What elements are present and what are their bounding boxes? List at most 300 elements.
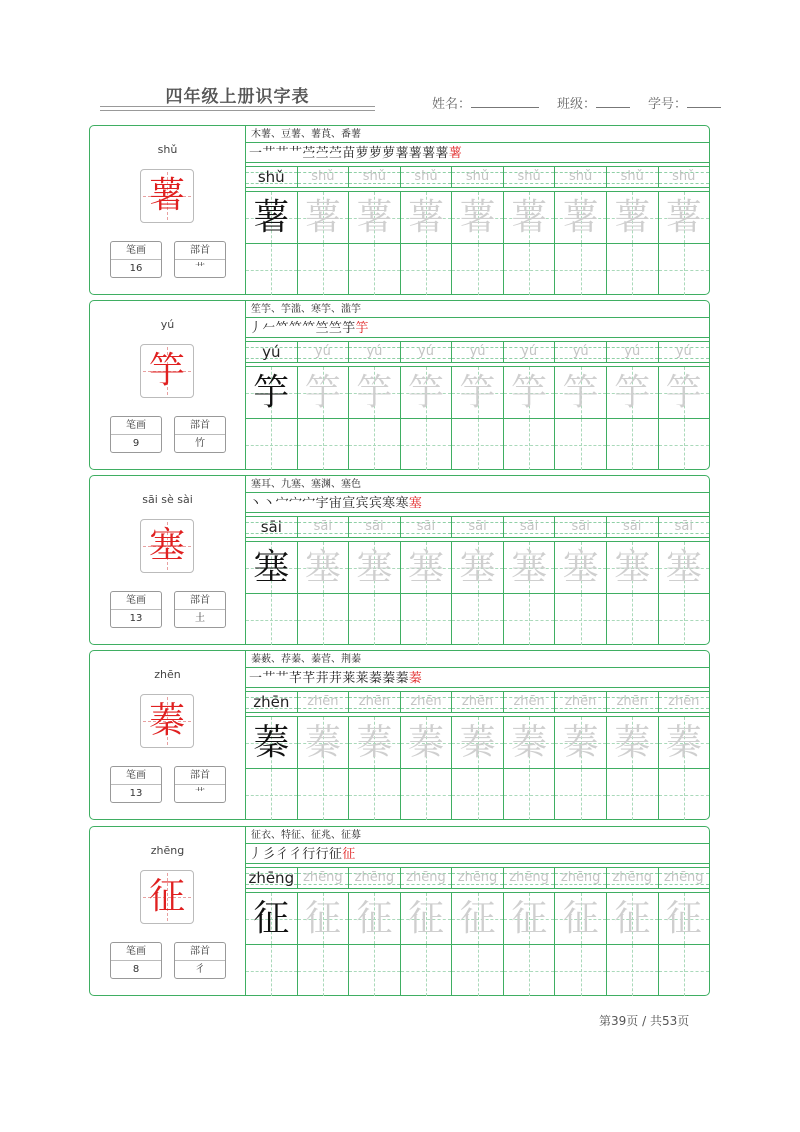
- writing-cell[interactable]: [246, 594, 297, 645]
- writing-cell[interactable]: [400, 717, 452, 768]
- pinyin-trace: zhēn: [668, 694, 700, 709]
- trace-character: 薯: [614, 197, 651, 238]
- pinyin-cell[interactable]: [606, 516, 658, 538]
- stroke-step: 寒: [395, 496, 409, 511]
- character-info-panel: [90, 651, 246, 819]
- stroke-order: [246, 318, 709, 338]
- writing-cell[interactable]: [451, 945, 503, 996]
- title-underline: [100, 106, 375, 111]
- character-glyph: 蓁: [148, 700, 185, 741]
- stroke-count-value: 9: [132, 438, 140, 449]
- pinyin-trace: yú: [521, 344, 538, 359]
- writing-cell[interactable]: [246, 893, 297, 944]
- trace-character: 蓁: [304, 722, 341, 763]
- trace-character: 蓁: [253, 722, 290, 763]
- writing-cell[interactable]: [297, 717, 349, 768]
- pinyin-cell[interactable]: [297, 341, 349, 363]
- stroke-step: 行: [315, 847, 329, 862]
- pinyin-cell[interactable]: [606, 691, 658, 713]
- pinyin-trace: zhēng: [664, 870, 704, 885]
- student-info: [432, 93, 721, 112]
- pinyin-cell[interactable]: [246, 867, 297, 889]
- trace-row: [246, 191, 709, 243]
- writing-cell[interactable]: [658, 192, 710, 243]
- trace-character: 塞: [614, 547, 651, 588]
- pinyin-cell[interactable]: [503, 867, 555, 889]
- stroke-step: 宣: [342, 496, 356, 511]
- pinyin-cell[interactable]: [297, 516, 349, 538]
- stroke-step: 蓁: [395, 671, 409, 686]
- character-info-panel: [90, 126, 246, 294]
- writing-cell[interactable]: [246, 769, 297, 820]
- writing-cell[interactable]: [554, 594, 606, 645]
- writing-cell[interactable]: [503, 367, 555, 418]
- writing-cell[interactable]: [503, 717, 555, 768]
- pinyin-cell[interactable]: [658, 691, 710, 713]
- writing-cell[interactable]: [400, 542, 452, 593]
- pinyin-cell[interactable]: [246, 516, 297, 538]
- pinyin-cell[interactable]: [246, 691, 297, 713]
- stroke-step: 丶: [262, 496, 276, 511]
- writing-cell[interactable]: [297, 367, 349, 418]
- trace-character: 蓁: [356, 722, 393, 763]
- writing-cell[interactable]: [606, 192, 658, 243]
- pinyin-cell[interactable]: [348, 166, 400, 188]
- trace-character: 征: [459, 898, 496, 939]
- writing-cell[interactable]: [400, 419, 452, 470]
- writing-cell[interactable]: [246, 192, 297, 243]
- radical-value: 艹: [195, 788, 205, 799]
- pinyin-cell[interactable]: [246, 341, 297, 363]
- pinyin-cell[interactable]: [451, 166, 503, 188]
- stroke-step: 艹: [288, 146, 303, 161]
- writing-cell[interactable]: [348, 893, 400, 944]
- pinyin-cell[interactable]: [503, 691, 555, 713]
- trace-character: 塞: [304, 547, 341, 588]
- writing-cell[interactable]: [554, 192, 606, 243]
- stroke-step: 萝: [382, 146, 396, 161]
- writing-cell[interactable]: [503, 244, 555, 295]
- example-words: 蓁薮、荐蓁、蓁菅、荆蓁: [246, 651, 709, 668]
- stroke-step: 宀: [302, 496, 316, 511]
- stroke-count-label: 笔画: [111, 943, 161, 961]
- writing-cell[interactable]: [348, 542, 400, 593]
- stroke-step: 彳: [275, 847, 289, 862]
- pinyin-practice-row: [246, 867, 709, 889]
- writing-cell[interactable]: [658, 945, 710, 996]
- writing-cell[interactable]: [554, 769, 606, 820]
- writing-cell[interactable]: [451, 542, 503, 593]
- pinyin-cell[interactable]: [503, 166, 555, 188]
- trace-row: [246, 892, 709, 944]
- writing-cell[interactable]: [658, 893, 710, 944]
- writing-cell[interactable]: [348, 594, 400, 645]
- stroke-order: [246, 844, 709, 864]
- radical-box: [174, 241, 226, 278]
- pinyin-trace: shǔ: [569, 169, 593, 184]
- pinyin-trace: yú: [469, 344, 486, 359]
- writing-cell[interactable]: [658, 542, 710, 593]
- writing-cell[interactable]: [348, 367, 400, 418]
- pinyin-trace: zhēng: [303, 870, 343, 885]
- trace-character: 蓁: [665, 722, 702, 763]
- character-glyph: 征: [148, 876, 185, 917]
- stroke-step: 艹: [275, 671, 289, 686]
- writing-cell[interactable]: [554, 367, 606, 418]
- writing-cell[interactable]: [297, 244, 349, 295]
- pinyin-cell[interactable]: [503, 516, 555, 538]
- pinyin-trace: sāi: [416, 519, 436, 534]
- stroke-count-label: 笔画: [111, 242, 161, 260]
- trace-character: 竽: [511, 372, 548, 413]
- stroke-step: 薯: [422, 146, 436, 161]
- pinyin-cell[interactable]: [554, 516, 606, 538]
- trace-character: 薯: [253, 197, 290, 238]
- trace-character: 竽: [407, 372, 444, 413]
- stroke-step: 茾: [315, 671, 329, 686]
- pinyin-cell[interactable]: [297, 691, 349, 713]
- pinyin-trace: sāi: [571, 519, 590, 534]
- character-pinyin: yú: [160, 318, 175, 331]
- writing-cell[interactable]: [297, 893, 349, 944]
- stroke-step: 苎: [302, 146, 316, 161]
- writing-cell[interactable]: [246, 542, 297, 593]
- writing-cell[interactable]: [400, 769, 452, 820]
- writing-cell[interactable]: [348, 419, 400, 470]
- writing-cell[interactable]: [348, 244, 400, 295]
- writing-cell[interactable]: [451, 192, 503, 243]
- pinyin-trace: yú: [314, 344, 331, 359]
- writing-cell[interactable]: [297, 594, 349, 645]
- trace-row: [246, 716, 709, 768]
- stroke-step: 宾: [355, 496, 369, 511]
- page-number: 第39页 / 共53页: [599, 1014, 690, 1028]
- stroke-step: 竺: [328, 321, 343, 336]
- trace-character: 征: [511, 898, 548, 939]
- trace-character: 竽: [356, 372, 393, 413]
- pinyin-cell[interactable]: [348, 516, 400, 538]
- pinyin-cell[interactable]: [451, 516, 503, 538]
- pinyin-cell[interactable]: [606, 867, 658, 889]
- pinyin-trace: zhēng: [560, 870, 601, 885]
- writing-cell[interactable]: [658, 367, 710, 418]
- writing-cell[interactable]: [246, 717, 297, 768]
- character-card: [89, 826, 710, 996]
- radical-value: 艹: [195, 263, 205, 274]
- pinyin-cell[interactable]: [451, 691, 503, 713]
- writing-cell[interactable]: [400, 893, 452, 944]
- student-field-label: 学号：: [648, 97, 688, 112]
- pinyin-trace: zhēng: [406, 870, 446, 885]
- trace-character: 塞: [356, 547, 393, 588]
- pinyin-trace: shǔ: [620, 169, 644, 184]
- stroke-count-box: [110, 766, 162, 803]
- pinyin-trace: yú: [675, 344, 692, 359]
- student-field-input[interactable]: [687, 95, 721, 108]
- pinyin-cell[interactable]: [400, 516, 452, 538]
- trace-character: 征: [407, 898, 444, 939]
- pinyin-trace: zhēng: [354, 870, 395, 885]
- trace-character: 塞: [665, 547, 702, 588]
- pinyin-trace: zhēn: [410, 694, 442, 709]
- stroke-step: 丿: [249, 847, 263, 862]
- stroke-step: 宀: [275, 496, 289, 511]
- pinyin-cell[interactable]: [451, 341, 503, 363]
- student-field-label: 姓名：: [432, 97, 472, 112]
- stroke-step: 行: [302, 847, 316, 862]
- pinyin-cell[interactable]: [658, 341, 710, 363]
- pinyin-cell[interactable]: [400, 867, 452, 889]
- writing-cell[interactable]: [503, 594, 555, 645]
- pinyin-trace: zhēng: [612, 870, 652, 885]
- writing-cell[interactable]: [658, 594, 710, 645]
- example-words: 征衣、特征、征兆、征募: [246, 827, 709, 844]
- writing-cell[interactable]: [400, 594, 452, 645]
- writing-cell[interactable]: [451, 594, 503, 645]
- radical-value: 土: [195, 613, 205, 624]
- stroke-order: [246, 668, 709, 688]
- stroke-step: 征: [328, 847, 343, 862]
- writing-cell[interactable]: [400, 244, 452, 295]
- character-info-panel: [90, 301, 246, 469]
- character-info-panel: [90, 827, 246, 995]
- writing-cell[interactable]: [348, 192, 400, 243]
- stroke-step: 𥫗: [302, 321, 316, 336]
- trace-row: [246, 541, 709, 593]
- stroke-step: 宀: [288, 496, 303, 511]
- trace-character: 征: [562, 898, 599, 939]
- writing-cell[interactable]: [451, 367, 503, 418]
- radical-label: 部首: [175, 242, 225, 260]
- writing-cell[interactable]: [606, 594, 658, 645]
- writing-cell[interactable]: [246, 945, 297, 996]
- pinyin-cell[interactable]: [503, 341, 555, 363]
- stroke-step: 蓁: [408, 671, 423, 686]
- trace-character: 塞: [562, 547, 599, 588]
- stroke-count-box: [110, 591, 162, 628]
- pinyin-trace: yú: [572, 344, 589, 359]
- writing-cell[interactable]: [246, 419, 297, 470]
- radical-box: [174, 942, 226, 979]
- pinyin-trace: zhēn: [461, 694, 494, 709]
- stroke-step: 蓁: [368, 671, 383, 686]
- writing-cell[interactable]: [658, 419, 710, 470]
- writing-cell[interactable]: [606, 542, 658, 593]
- pinyin-trace: zhēn: [616, 694, 648, 709]
- writing-cell[interactable]: [297, 542, 349, 593]
- writing-cell[interactable]: [554, 945, 606, 996]
- writing-cell[interactable]: [451, 769, 503, 820]
- trace-character: 竽: [614, 372, 651, 413]
- stroke-order: [246, 143, 709, 163]
- writing-cell[interactable]: [503, 893, 555, 944]
- pinyin-trace: yú: [262, 343, 281, 361]
- writing-cell[interactable]: [400, 945, 452, 996]
- writing-cell[interactable]: [451, 893, 503, 944]
- pinyin-trace: shǔ: [362, 169, 387, 184]
- pinyin-cell[interactable]: [246, 166, 297, 188]
- stroke-count-value: 13: [129, 788, 143, 799]
- writing-cell[interactable]: [400, 192, 452, 243]
- writing-cell[interactable]: [348, 945, 400, 996]
- writing-cell[interactable]: [246, 367, 297, 418]
- stroke-step: 莱: [355, 671, 369, 686]
- stroke-step: 宾: [368, 496, 383, 511]
- trace-character: 薯: [407, 197, 444, 238]
- trace-character: 薯: [459, 197, 496, 238]
- radical-label: 部首: [175, 943, 225, 961]
- radical-label: 部首: [175, 417, 225, 435]
- writing-cell[interactable]: [503, 945, 555, 996]
- pinyin-cell[interactable]: [348, 691, 400, 713]
- writing-cell[interactable]: [503, 192, 555, 243]
- writing-cell[interactable]: [297, 945, 349, 996]
- trace-character: 征: [665, 898, 702, 939]
- writing-cell[interactable]: [554, 244, 606, 295]
- pinyin-trace: zhēn: [253, 693, 290, 711]
- character-pinyin: zhēn: [154, 668, 181, 681]
- writing-cell[interactable]: [658, 769, 710, 820]
- pinyin-trace: shǔ: [311, 169, 335, 184]
- writing-cell[interactable]: [658, 244, 710, 295]
- stroke-step: 薯: [435, 146, 449, 161]
- trace-character: 薯: [562, 197, 599, 238]
- writing-cell[interactable]: [606, 244, 658, 295]
- character-glyph: 薯: [148, 175, 185, 216]
- pinyin-cell[interactable]: [658, 516, 710, 538]
- trace-character: 蓁: [614, 722, 651, 763]
- pinyin-cell[interactable]: [554, 691, 606, 713]
- blank-writing-row: [246, 418, 709, 470]
- stroke-step: 苗: [342, 146, 356, 161]
- writing-cell[interactable]: [658, 717, 710, 768]
- writing-cell[interactable]: [606, 419, 658, 470]
- pinyin-trace: sāi: [519, 519, 539, 534]
- pinyin-cell[interactable]: [554, 341, 606, 363]
- trace-character: 竽: [562, 372, 599, 413]
- writing-cell[interactable]: [297, 192, 349, 243]
- character-pinyin: sāi sè sài: [142, 493, 193, 506]
- trace-character: 蓁: [459, 722, 496, 763]
- pinyin-cell[interactable]: [400, 166, 452, 188]
- character-glyph: 塞: [148, 525, 185, 566]
- writing-cell[interactable]: [503, 419, 555, 470]
- character-info-panel: [90, 476, 246, 644]
- pinyin-trace: yú: [418, 344, 434, 359]
- writing-cell[interactable]: [503, 542, 555, 593]
- student-field-input[interactable]: [596, 95, 630, 108]
- pinyin-cell[interactable]: [348, 341, 400, 363]
- trace-character: 蓁: [511, 722, 548, 763]
- pinyin-cell[interactable]: [348, 867, 400, 889]
- pinyin-cell[interactable]: [658, 867, 710, 889]
- writing-cell[interactable]: [451, 244, 503, 295]
- pinyin-cell[interactable]: [554, 867, 606, 889]
- writing-cell[interactable]: [348, 769, 400, 820]
- pinyin-trace: yú: [366, 344, 383, 359]
- pinyin-cell[interactable]: [554, 166, 606, 188]
- writing-cell[interactable]: [297, 419, 349, 470]
- pinyin-trace: shǔ: [672, 169, 696, 184]
- writing-cell[interactable]: [606, 717, 658, 768]
- writing-cell[interactable]: [554, 419, 606, 470]
- trace-character: 征: [614, 898, 651, 939]
- radical-box: [174, 591, 226, 628]
- pinyin-trace: sāi: [313, 519, 333, 534]
- trace-character: 征: [356, 898, 393, 939]
- example-words: 塞耳、九塞、塞渊、塞色: [246, 476, 709, 493]
- stroke-count-label: 笔画: [111, 417, 161, 435]
- writing-cell[interactable]: [400, 367, 452, 418]
- writing-cell[interactable]: [451, 419, 503, 470]
- trace-character: 竽: [665, 372, 702, 413]
- writing-cell[interactable]: [554, 542, 606, 593]
- pinyin-trace: shǔ: [465, 169, 490, 184]
- pinyin-trace: sāi: [365, 519, 384, 534]
- writing-cell[interactable]: [606, 367, 658, 418]
- pinyin-cell[interactable]: [400, 341, 452, 363]
- stroke-step: 𠂉: [262, 321, 276, 336]
- writing-cell[interactable]: [554, 893, 606, 944]
- stroke-step: 竽: [342, 321, 356, 336]
- pinyin-trace: zhēn: [565, 694, 597, 709]
- pinyin-practice-row: [246, 516, 709, 538]
- trace-character: 薯: [665, 197, 702, 238]
- writing-cell[interactable]: [246, 244, 297, 295]
- writing-cell[interactable]: [606, 945, 658, 996]
- character-glyph: 竽: [148, 350, 185, 391]
- stroke-count-box: [110, 241, 162, 278]
- stroke-step: 莱: [342, 671, 356, 686]
- stroke-step: 丶: [249, 496, 263, 511]
- trace-character: 蓁: [562, 722, 599, 763]
- blank-writing-row: [246, 944, 709, 996]
- stroke-order: [246, 493, 709, 513]
- writing-cell[interactable]: [297, 769, 349, 820]
- character-pinyin: zhēng: [150, 844, 185, 857]
- pinyin-trace: zhēng: [248, 869, 295, 887]
- pinyin-cell[interactable]: [606, 166, 658, 188]
- stroke-step: 茾: [328, 671, 343, 686]
- pinyin-trace: sāi: [623, 519, 642, 534]
- pinyin-cell[interactable]: [658, 166, 710, 188]
- blank-writing-row: [246, 593, 709, 645]
- character-card: [89, 650, 710, 820]
- pinyin-cell[interactable]: [606, 341, 658, 363]
- stroke-step: 艹: [262, 671, 276, 686]
- radical-value: 彳: [195, 964, 205, 975]
- stroke-step: 蓁: [382, 671, 396, 686]
- pinyin-cell[interactable]: [400, 691, 452, 713]
- pinyin-cell[interactable]: [297, 867, 349, 889]
- writing-cell[interactable]: [606, 893, 658, 944]
- writing-cell[interactable]: [451, 717, 503, 768]
- student-field: [557, 97, 630, 112]
- pinyin-cell[interactable]: [297, 166, 349, 188]
- stroke-step: 薯: [448, 146, 462, 161]
- stroke-count-label: 笔画: [111, 767, 161, 785]
- writing-cell[interactable]: [554, 717, 606, 768]
- student-field-label: 班级：: [557, 97, 597, 112]
- pinyin-trace: sāi: [674, 519, 693, 534]
- radical-box: [174, 766, 226, 803]
- student-field-input[interactable]: [471, 95, 539, 108]
- writing-cell[interactable]: [606, 769, 658, 820]
- writing-cell[interactable]: [348, 717, 400, 768]
- writing-cell[interactable]: [503, 769, 555, 820]
- trace-character: 征: [253, 898, 290, 939]
- pinyin-cell[interactable]: [451, 867, 503, 889]
